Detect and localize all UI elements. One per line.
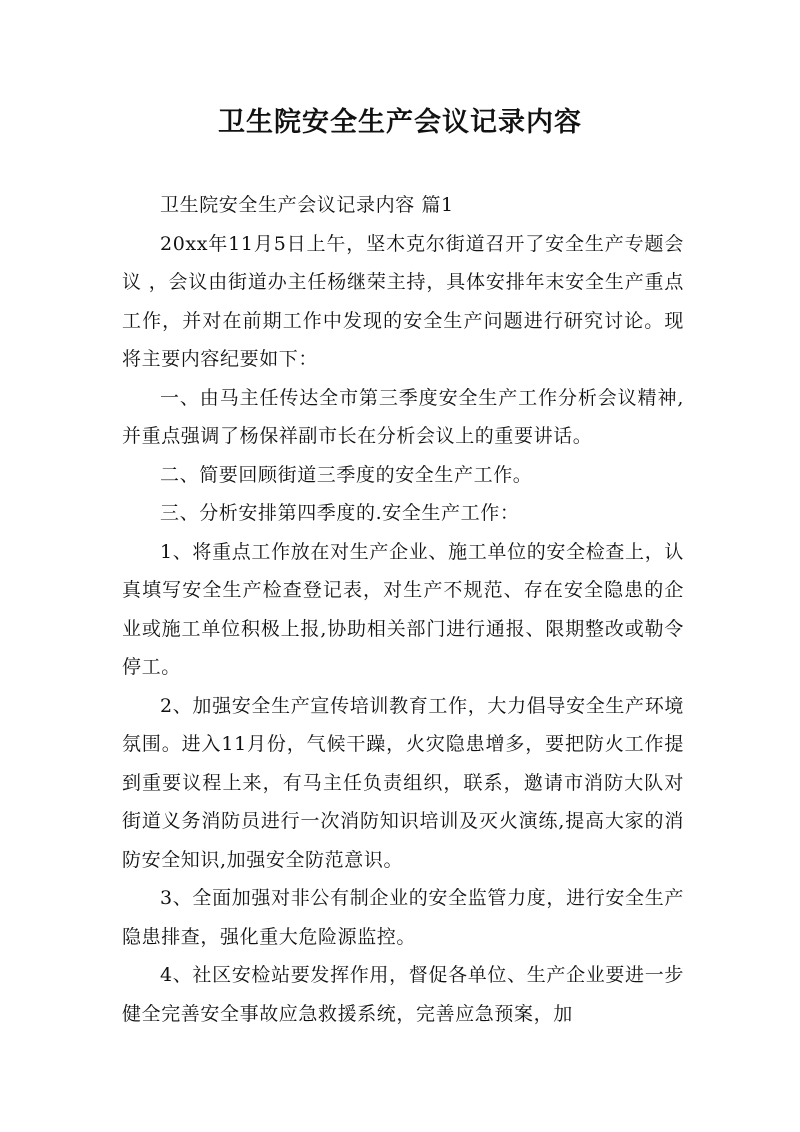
- paragraph-item-3: 三、分析安排第四季度的.安全生产工作：: [160, 502, 520, 524]
- paragraph-sub-2: 2、加强安全生产宣传培训教育工作，大力倡导安全生产环境氛围。进入11月份，气候干躁，火灾隐患增多，要把防火工作提到重要议程上来，有马主任负责组织，联系，邀请市消防大队对街道义务消防员进行一次消防知识培训及灭火演练,提高大家的消防安全知识,加强安全防范意识。: [122, 694, 684, 871]
- document-title: 卫生院安全生产会议记录内容: [218, 107, 582, 138]
- paragraph-sub-1: 1、将重点工作放在对生产企业、施工单位的安全检查上，认真填写安全生产检查登记表，对生产不规范、存在安全隐患的企业或施工单位积极上报,协助相关部门进行通报、限期整改或勒令停工。: [122, 540, 684, 678]
- paragraph-item-2: 二、简要回顾街道三季度的安全生产工作。: [160, 463, 533, 486]
- paragraph-item-1: 一、由马主任传达全市第三季度安全生产工作分析会议精神,并重点强调了杨保祥副市长在分析会议上的重要讲话。: [122, 386, 684, 447]
- paragraph-sub-4: 4、社区安检站要发挥作用，督促各单位、生产企业要进一步健全完善安全事故应急救援系统，完善应急预案，加: [122, 964, 684, 1025]
- paragraph-intro: 20xx年11月5日上午，坚木克尔街道召开了安全生产专题会议 ，会议由街道办主任杨继荣主持，具体安排年末安全生产重点工作，并对在前期工作中发现的安全生产问题进行研究讨论。现将主要内容纪要如下：: [122, 232, 684, 370]
- paragraph-sub-3: 3、全面加强对非公有制企业的安全监管力度，进行安全生产隐患排查，强化重大危险源监控。: [122, 887, 684, 948]
- section-heading: 卫生院安全生产会议记录内容 篇1: [160, 194, 454, 216]
- document-body: [122, 186, 684, 1033]
